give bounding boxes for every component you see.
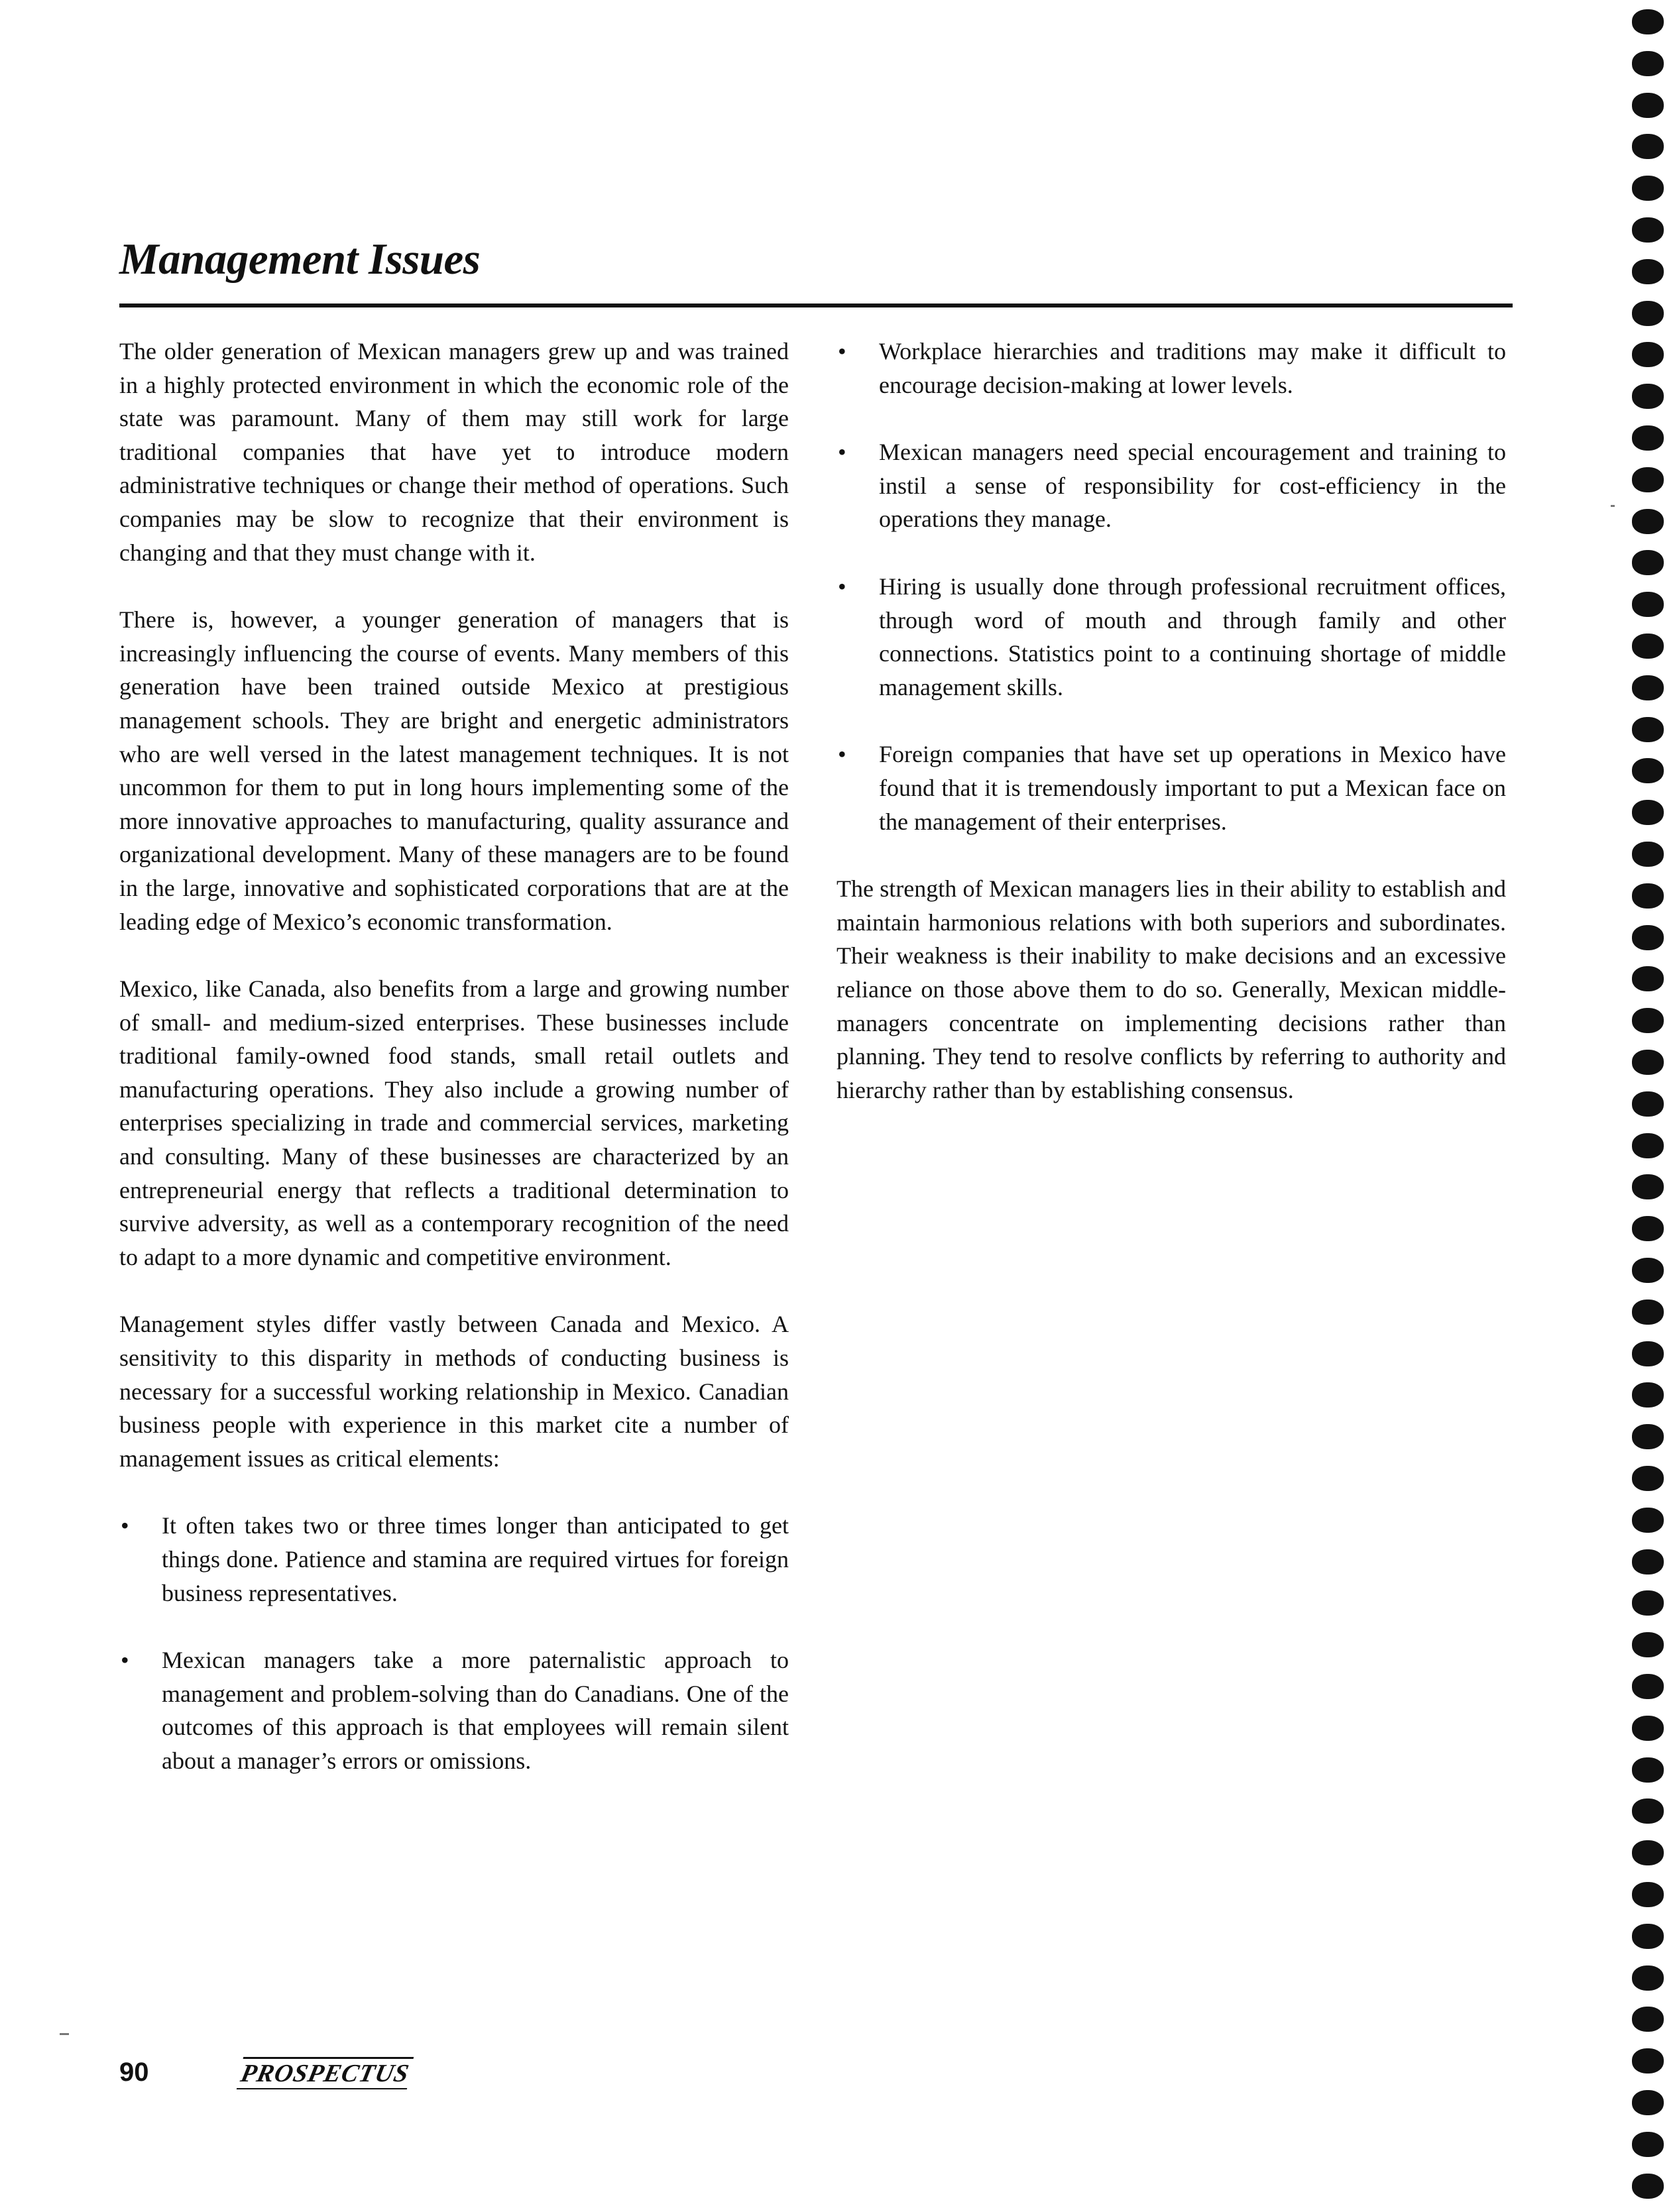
list-item [119, 1643, 789, 1777]
binding-hole [1632, 1965, 1664, 1991]
binding-hole [1632, 1008, 1664, 1033]
bullet-text: It often takes two or three times longer than anticipated to get things done. Patience and stamina are required virtues for foreign business representatives. [162, 1512, 789, 1606]
binding-hole [1632, 592, 1664, 617]
binding-hole [1632, 342, 1664, 367]
binding-hole [1632, 842, 1664, 867]
bullet-icon: • [838, 338, 846, 364]
binding-hole [1632, 2132, 1664, 2157]
binding-hole [1632, 509, 1664, 534]
right-bullet-list [837, 335, 1506, 838]
binding-hole [1632, 2174, 1664, 2199]
bullet-text: Hiring is usually done through professional recruitment offices, through word of mouth and through family and other connections. Statistics point to a continuing shortage of middle management skills. [879, 573, 1506, 700]
binding-hole [1632, 2090, 1664, 2115]
binding-hole [1632, 1133, 1664, 1158]
binding-hole [1632, 1174, 1664, 1199]
binding-hole [1632, 1674, 1664, 1699]
binding-hole [1632, 384, 1664, 409]
paragraph-management-styles: Management styles differ vastly between Canada and Mexico. A sensitivity to this disparity in methods of conducting business is necessary for a successful working relationship in Mexico. Canadian business people with experience in this market cite a number of management issues as critical elements: [119, 1311, 789, 1472]
binding-hole [1632, 1216, 1664, 1241]
binding-hole [1632, 883, 1664, 909]
page-number: 90 [119, 2058, 149, 2087]
bullet-icon: • [838, 439, 846, 466]
binding-hole [1632, 966, 1664, 991]
binding-hole [1632, 1590, 1664, 1616]
bullet-icon: • [838, 573, 846, 600]
bullet-text: Foreign companies that have set up operations in Mexico have found that it is tremendously important to put a Mexican face on the management of their enterprises. [879, 741, 1506, 835]
binding-hole [1632, 634, 1664, 659]
page-title: Management Issues [119, 235, 481, 284]
left-column [119, 335, 789, 1812]
prospectus-logo-text: PROSPECTUS [237, 2057, 414, 2089]
binding-hole [1632, 1091, 1664, 1117]
binding-hole [1632, 550, 1664, 575]
paragraph-older-generation: The older generation of Mexican managers grew up and was trained in a highly protected environment in which the economic role of the state was paramount. Many of them may still work for large traditional companies that have yet to introduce modern administrative techniques or change their method of operations. Such companies may be slow to recognize that their environment is changing and that they must change with it. [119, 338, 789, 566]
binding-hole [1632, 9, 1664, 34]
binding-hole [1632, 925, 1664, 950]
bullet-icon: • [121, 1512, 129, 1539]
binding-hole [1632, 1508, 1664, 1533]
binding-hole [1632, 301, 1664, 326]
binding-hole [1632, 1632, 1664, 1657]
bullet-text: Workplace hierarchies and traditions may make it difficult to encourage decision-making at lower levels. [879, 338, 1506, 398]
binding-hole [1632, 1549, 1664, 1575]
prospectus-logo [240, 2057, 410, 2089]
binding-hole [1632, 51, 1664, 76]
right-column [837, 335, 1506, 1140]
binding-hole [1632, 467, 1664, 492]
binding-hole [1632, 217, 1664, 243]
binding-hole [1632, 1050, 1664, 1075]
binding-hole [1632, 1300, 1664, 1325]
binding-hole [1632, 717, 1664, 742]
paragraph-small-enterprises: Mexico, like Canada, also benefits from a large and growing number of small- and medium-sized enterprises. These businesses include traditional family-owned food stands, small retail outlets and manufacturing operations. They also include a growing number of enterprises specializing in trade and commercial services, marketing and consulting. Many of these businesses are characterized by an entrepreneurial energy that reflects a traditional determination to survive adversity, as well as a contemporary recognition of the need to adapt to a more dynamic and competitive environment. [119, 975, 789, 1270]
binding-hole [1632, 1757, 1664, 1783]
list-item [837, 435, 1506, 536]
title-rule [119, 304, 1513, 307]
bullet-icon: • [121, 1647, 129, 1674]
binding-hole [1632, 1258, 1664, 1283]
binding-hole [1632, 1466, 1664, 1491]
binding-hole [1632, 425, 1664, 451]
list-item [837, 335, 1506, 402]
binding-hole [1632, 134, 1664, 159]
paragraph-strength-of-managers: The strength of Mexican managers lies in their ability to establish and maintain harmonious relations with both superiors and subordinates. Their weakness is their inability to make decisions and an excessive reliance on those above them to do so. Generally, Mexican middle-managers concentrate on implementing decisions rather than planning. They tend to resolve conflicts by referring to authority and hierarchy rather than by establishing consensus. [837, 875, 1506, 1103]
bullet-icon: • [838, 741, 846, 768]
binding-hole [1632, 1840, 1664, 1865]
list-item [119, 1509, 789, 1610]
binding-hole [1632, 1882, 1664, 1907]
binding-hole [1632, 758, 1664, 783]
binding-hole [1632, 93, 1664, 118]
binding-hole [1632, 259, 1664, 284]
binding-hole [1632, 2048, 1664, 2074]
scan-speck [1611, 505, 1615, 507]
bullet-text: Mexican managers need special encouragement and training to instil a sense of responsibility for cost-efficiency in the operations they manage. [879, 439, 1506, 533]
paragraph-younger-generation: There is, however, a younger generation of managers that is increasingly influencing the course of events. Many members of this generation have been trained outside Mexico at prestigious management schools. They are bright and energetic administrators who are well versed in the latest management techniques. It is not uncommon for them to put in long hours implementing some of the more innovative approaches to manufacturing, quality assurance and organizational development. Many of these managers are to be found in the large, innovative and sophisticated corporations that are at the leading edge of Mexico’s economic transformation. [119, 606, 789, 935]
binding-hole [1632, 1382, 1664, 1408]
list-item [837, 738, 1506, 838]
spiral-binding [1632, 0, 1672, 2212]
binding-hole [1632, 1341, 1664, 1366]
list-item [837, 570, 1506, 704]
binding-hole [1632, 1716, 1664, 1741]
binding-hole [1632, 2007, 1664, 2032]
binding-hole [1632, 675, 1664, 700]
binding-hole [1632, 176, 1664, 201]
binding-hole [1632, 800, 1664, 825]
binding-hole [1632, 1424, 1664, 1449]
binding-hole [1632, 1924, 1664, 1949]
left-bullet-list [119, 1509, 789, 1777]
scan-speck [60, 2033, 69, 2035]
binding-hole [1632, 1798, 1664, 1824]
bullet-text: Mexican managers take a more paternalistic approach to management and problem-solving than do Canadians. One of the outcomes of this approach is that employees will remain silent about a manager’s errors or omissions. [162, 1647, 789, 1774]
